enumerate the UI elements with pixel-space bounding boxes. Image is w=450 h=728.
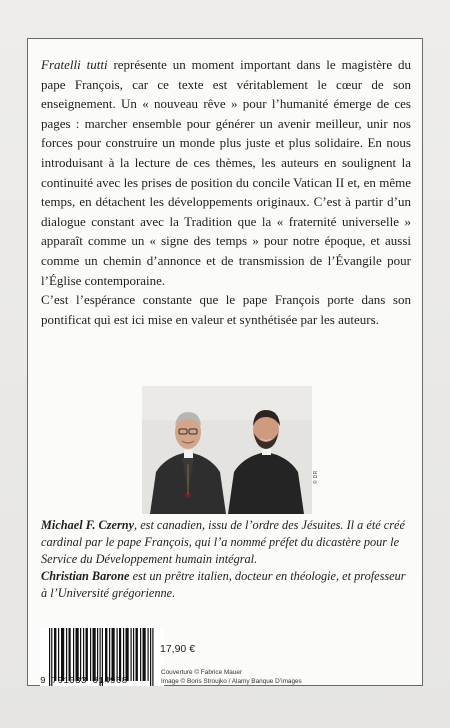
author-bios — [41, 517, 411, 602]
blurb-paragraph-1-text: représente un moment important dans le magistère du pape François, car ce texte est véritablement le cœur de son enseignement. Un « nouveau rêve » pour l’humanité émerge de ces pages : marcher ensemble pour générer un avenir meilleur, unir nos forces pour construire un monde plus juste et plus solidaire. En nous introduisant à la lecture de ces thèmes, les auteurs en soulignent la continuité avec les prises de position du concile Vatican II et, en même temps, en détachent les développements originaux. C’est à partir d’un dialogue constant avec la Tradition que la « fraternité universelle » apparaît comme un « signe des temps » pour notre époque, et aussi comme un chemin d’annonce et de transmission de l’Évangile pour l’Église contemporaine. — [41, 57, 411, 288]
cover-credits — [161, 668, 302, 686]
blurb-paragraph-2: C’est l’espérance constante que le pape François porte dans son pontificat qui est ici mise en valeur et synthétisée par les auteurs. — [41, 292, 411, 327]
author-2-description: est un prêtre italien, docteur en théologie, et professeur à l’Université grégorienne. — [41, 569, 406, 600]
isbn-digits: 9 791033 614968 — [40, 675, 128, 686]
authors-photo — [142, 386, 312, 514]
authors-photo-illustration — [142, 386, 312, 514]
author-2-name: Christian Barone — [41, 569, 130, 583]
author-2-bio — [41, 568, 411, 602]
credit-cover: Couverture © Fabrice Mauer — [161, 669, 243, 676]
author-1-name: Michael F. Czerny — [41, 518, 135, 532]
credit-image: Image © Boris Stroujko / Alamy Banque D’images — [161, 678, 302, 685]
blurb — [41, 55, 411, 329]
text-frame — [27, 38, 423, 686]
price: 17,90 € — [160, 643, 196, 655]
blurb-paragraph-1 — [41, 55, 411, 290]
book-title: Fratelli tutti — [41, 57, 108, 72]
author-1-bio — [41, 517, 411, 568]
author-1-description: , est canadien, issu de l’ordre des Jésuites. Il a été créé cardinal par le pape François, qui l’a nommé préfet du dicastère pour le Service du Développement humain intégral. — [41, 518, 405, 566]
photo-copyright: © DR — [313, 470, 319, 484]
